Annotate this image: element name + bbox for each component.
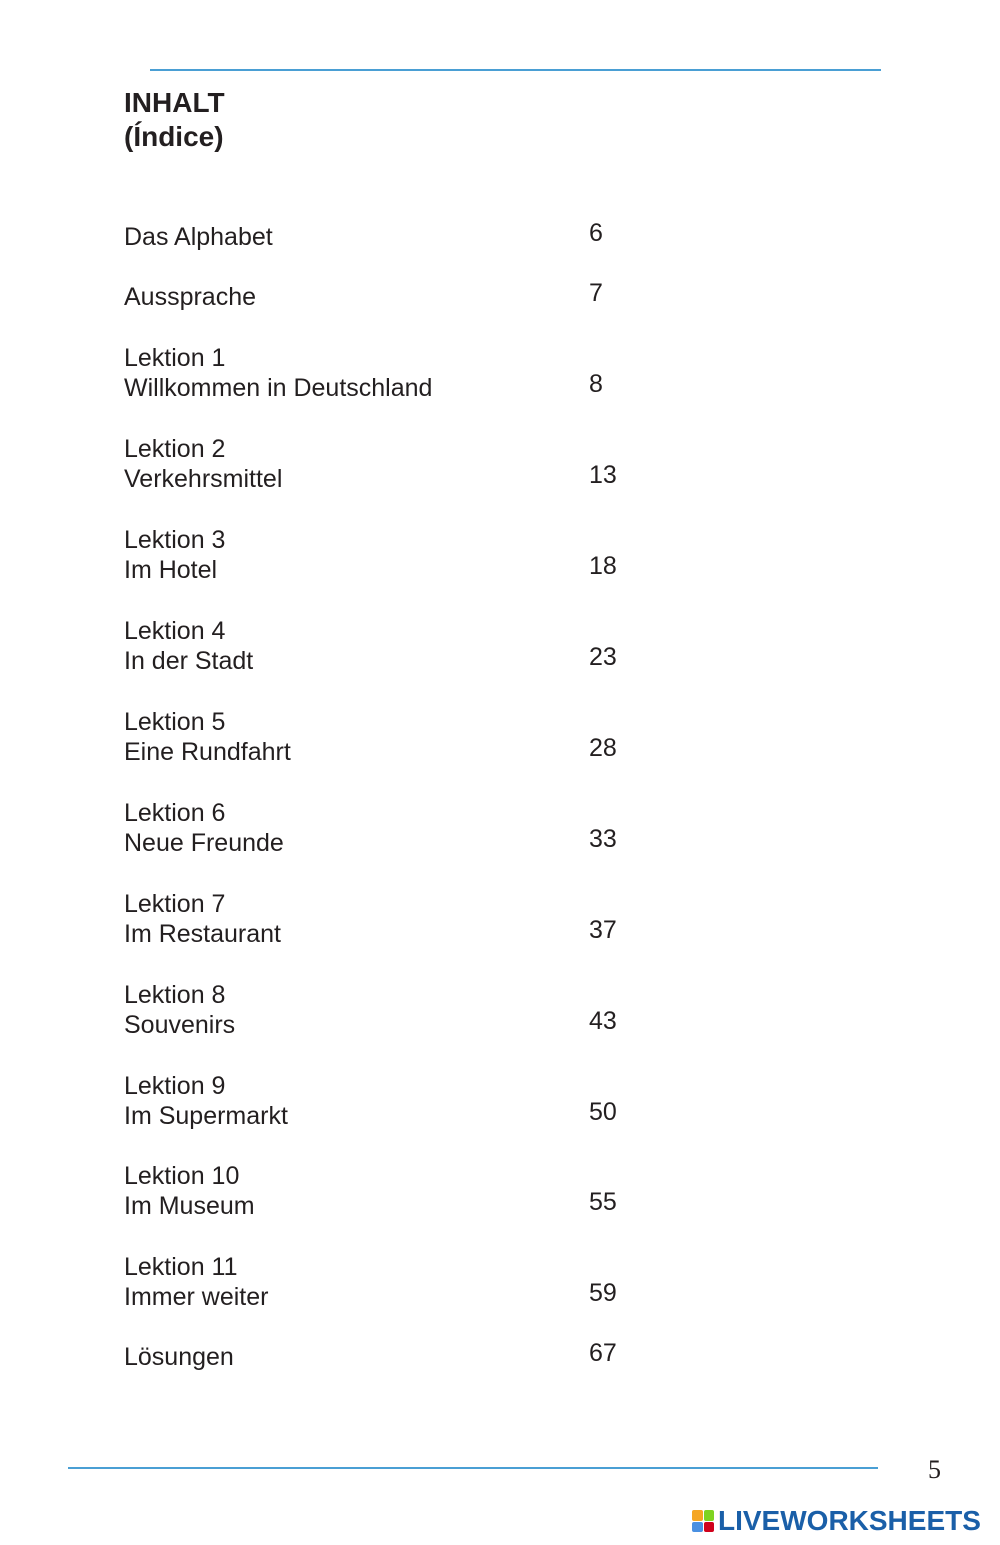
toc-entry-title: Eine Rundfahrt [124, 738, 291, 766]
toc-page-number: 55 [589, 1188, 617, 1216]
toc-entry [124, 1252, 644, 1312]
liveworksheets-logo [692, 1505, 981, 1537]
toc-entry [124, 980, 644, 1040]
toc-lesson-number: Lektion 3 [124, 526, 226, 554]
toc-entry [124, 616, 644, 676]
toc-lesson-number: Lektion 7 [124, 890, 226, 918]
toc-entry-title: Lösungen [124, 1343, 234, 1371]
toc-lesson-number: Lektion 6 [124, 799, 226, 827]
toc-entry-title: Im Museum [124, 1192, 255, 1220]
toc-entry-title: Willkommen in Deutschland [124, 374, 433, 402]
toc-lesson-number: Lektion 2 [124, 435, 226, 463]
toc-page-number: 37 [589, 916, 617, 944]
toc-lesson-number: Lektion 4 [124, 617, 226, 645]
toc-entry-title: In der Stadt [124, 647, 254, 675]
toc-lesson-number: Lektion 1 [124, 344, 226, 372]
toc-entry [124, 279, 644, 312]
toc-entry [124, 1161, 644, 1221]
title-main: INHALT [124, 87, 225, 118]
toc-lesson-number: Lektion 5 [124, 708, 226, 736]
toc-entry [124, 798, 644, 858]
toc-entry [124, 343, 644, 403]
toc-page-number: 43 [589, 1007, 617, 1035]
toc-entry-title: Neue Freunde [124, 829, 284, 857]
toc-entry-title: Aussprache [124, 283, 257, 311]
toc-lesson-number: Lektion 10 [124, 1162, 240, 1190]
toc-entry [124, 707, 644, 767]
toc-page-number: 67 [589, 1339, 617, 1367]
toc-entry [124, 889, 644, 949]
toc-entry [124, 525, 644, 585]
toc-entry-title: Immer weiter [124, 1283, 269, 1311]
toc-entry-title: Im Restaurant [124, 920, 282, 948]
toc-entry [124, 1071, 644, 1131]
toc-lesson-number: Lektion 9 [124, 1072, 226, 1100]
title-subtitle: (Índice) [124, 121, 224, 152]
logo-text: LIVEWORKSHEETS [718, 1505, 981, 1536]
toc-entry [124, 219, 644, 252]
toc-page-number: 7 [589, 279, 603, 307]
toc-page-number: 23 [589, 643, 617, 671]
toc-lesson-number: Lektion 11 [124, 1253, 238, 1281]
toc-lesson-number: Lektion 8 [124, 981, 226, 1009]
toc-page-number: 59 [589, 1279, 617, 1307]
toc-page-number: 28 [589, 734, 617, 762]
toc-page-number: 6 [589, 219, 603, 247]
bottom-rule [68, 1467, 878, 1469]
toc-page-number: 33 [589, 825, 617, 853]
toc-page-number: 13 [589, 461, 617, 489]
toc-entry [124, 1339, 644, 1372]
toc-entry-title: Verkehrsmittel [124, 465, 283, 493]
toc-entry-title: Im Supermarkt [124, 1102, 288, 1130]
logo-icon [692, 1510, 714, 1532]
toc-page-number: 18 [589, 552, 617, 580]
toc-page-number: 8 [589, 370, 603, 398]
page-number: 5 [928, 1455, 941, 1484]
toc-entry-title: Im Hotel [124, 556, 218, 584]
toc-entry [124, 434, 644, 494]
toc-entry-title: Das Alphabet [124, 223, 273, 251]
toc-page-number: 50 [589, 1098, 617, 1126]
toc-entry-title: Souvenirs [124, 1011, 236, 1039]
